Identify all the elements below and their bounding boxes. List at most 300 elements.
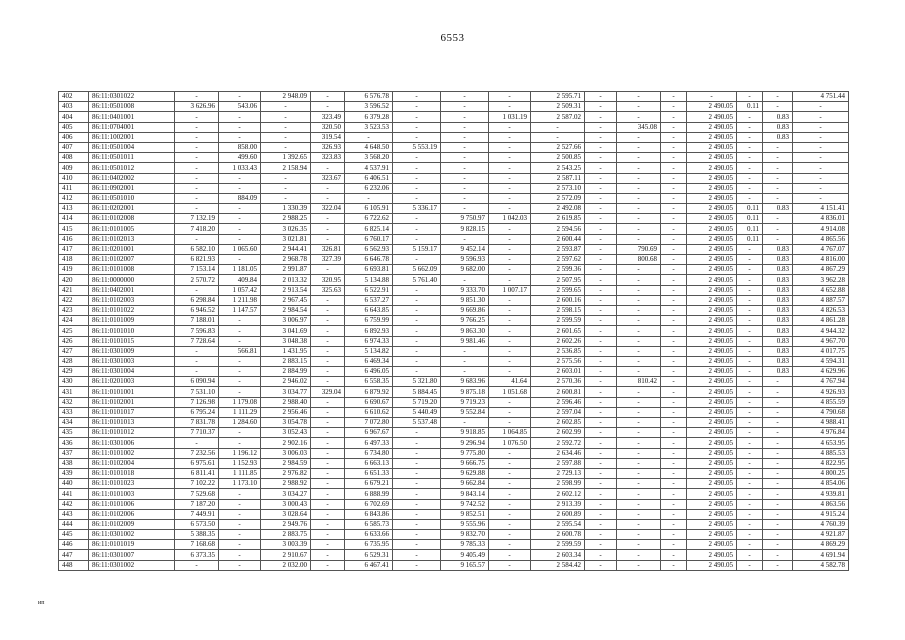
value-cell: 2 956.46 <box>261 407 311 417</box>
value-cell: 2 490.05 <box>687 326 737 336</box>
row-number-cell: 430 <box>59 377 89 387</box>
cadastral-number-cell: 86:11:0301002 <box>89 560 175 570</box>
value-cell: 3 054.78 <box>261 418 311 428</box>
value-cell: - <box>585 407 617 417</box>
value-cell: 9 683.96 <box>441 377 489 387</box>
value-cell: - <box>737 244 763 254</box>
value-cell: 2 572.09 <box>531 193 585 203</box>
row-number-cell: 444 <box>59 519 89 529</box>
value-cell: - <box>311 438 345 448</box>
value-cell: 6 825.14 <box>345 224 393 234</box>
page-number: 6553 <box>440 32 465 44</box>
value-cell: - <box>617 193 661 203</box>
value-cell: 2 032.00 <box>261 560 311 570</box>
value-cell: - <box>311 163 345 173</box>
value-cell: - <box>793 193 849 203</box>
value-cell: 6 105.91 <box>345 204 393 214</box>
value-cell: - <box>661 519 687 529</box>
value-cell: 2 013.32 <box>261 275 311 285</box>
value-cell: 2 490.05 <box>687 255 737 265</box>
value-cell: - <box>763 102 793 112</box>
value-cell: 2 603.34 <box>531 550 585 560</box>
value-cell: 6 582.10 <box>175 244 219 254</box>
value-cell: 0.83 <box>763 316 793 326</box>
table-body <box>59 92 849 571</box>
value-cell: 6 975.61 <box>175 458 219 468</box>
value-cell: - <box>661 255 687 265</box>
value-cell: - <box>617 102 661 112</box>
value-cell: - <box>219 214 261 224</box>
value-cell: 2 948.09 <box>261 92 311 102</box>
value-cell: 2 593.87 <box>531 244 585 254</box>
value-cell: - <box>219 356 261 366</box>
value-cell: - <box>219 377 261 387</box>
value-cell: 6 633.66 <box>345 530 393 540</box>
value-cell: - <box>617 560 661 570</box>
value-cell: - <box>737 336 763 346</box>
table-row <box>59 173 849 183</box>
table-row <box>59 193 849 203</box>
value-cell: - <box>617 468 661 478</box>
value-cell: 6 379.28 <box>345 112 393 122</box>
value-cell: 2 592.72 <box>531 438 585 448</box>
value-cell: - <box>311 519 345 529</box>
cadastral-number-cell: 86:11:0501010 <box>89 193 175 203</box>
value-cell: - <box>441 204 489 214</box>
row-number-cell: 405 <box>59 122 89 132</box>
cadastral-number-cell: 86:11:0101015 <box>89 336 175 346</box>
value-cell: - <box>617 418 661 428</box>
value-cell: 4 800.25 <box>793 468 849 478</box>
value-cell: 6 760.17 <box>345 234 393 244</box>
value-cell: - <box>763 407 793 417</box>
value-cell: - <box>441 418 489 428</box>
row-number-cell: 432 <box>59 397 89 407</box>
value-cell: - <box>737 387 763 397</box>
value-cell: - <box>737 153 763 163</box>
value-cell: - <box>311 326 345 336</box>
value-cell: 9 918.85 <box>441 428 489 438</box>
table-row <box>59 183 849 193</box>
value-cell: - <box>661 132 687 142</box>
value-cell: - <box>441 367 489 377</box>
value-cell: 5 440.49 <box>393 407 441 417</box>
value-cell: - <box>311 428 345 438</box>
value-cell: 2 595.71 <box>531 92 585 102</box>
value-cell: - <box>737 509 763 519</box>
value-cell: - <box>737 346 763 356</box>
row-number-cell: 427 <box>59 346 89 356</box>
value-cell: - <box>661 418 687 428</box>
cadastral-number-cell: 86:11:0101008 <box>89 265 175 275</box>
cadastral-number-cell: 86:11:0501004 <box>89 142 175 152</box>
value-cell: - <box>737 530 763 540</box>
value-cell: - <box>585 255 617 265</box>
value-cell: 790.69 <box>617 244 661 254</box>
cadastral-number-cell: 86:11:0402001 <box>89 285 175 295</box>
value-cell: 2 490.05 <box>687 550 737 560</box>
value-cell: - <box>489 530 531 540</box>
value-cell: 9 666.75 <box>441 458 489 468</box>
value-cell: 7 596.83 <box>175 326 219 336</box>
value-cell: 2 490.05 <box>687 234 737 244</box>
row-number-cell: 408 <box>59 153 89 163</box>
value-cell: 2 490.05 <box>687 560 737 570</box>
value-cell: - <box>585 112 617 122</box>
row-number-cell: 428 <box>59 356 89 366</box>
value-cell: 2 490.05 <box>687 509 737 519</box>
value-cell: - <box>617 407 661 417</box>
cadastral-number-cell: 86:11:0501008 <box>89 102 175 112</box>
value-cell: - <box>393 183 441 193</box>
table-row <box>59 112 849 122</box>
table-row <box>59 377 849 387</box>
value-cell: - <box>175 367 219 377</box>
table-row <box>59 244 849 254</box>
value-cell: 2 902.16 <box>261 438 311 448</box>
value-cell: 2 490.05 <box>687 540 737 550</box>
value-cell: 2 600.16 <box>531 295 585 305</box>
value-cell: - <box>175 285 219 295</box>
value-cell: - <box>617 346 661 356</box>
value-cell: 0.83 <box>763 285 793 295</box>
value-cell: - <box>585 153 617 163</box>
value-cell: - <box>737 142 763 152</box>
value-cell: - <box>441 92 489 102</box>
value-cell: 6 690.67 <box>345 397 393 407</box>
value-cell: - <box>175 560 219 570</box>
cadastral-number-cell: 86:11:0704001 <box>89 122 175 132</box>
value-cell: - <box>617 489 661 499</box>
table-row <box>59 499 849 509</box>
value-cell: - <box>737 326 763 336</box>
value-cell: 2 594.56 <box>531 224 585 234</box>
value-cell: - <box>441 275 489 285</box>
value-cell: - <box>345 132 393 142</box>
value-cell: 7 710.37 <box>175 428 219 438</box>
value-cell: - <box>585 102 617 112</box>
value-cell: 7 168.68 <box>175 540 219 550</box>
value-cell: - <box>585 489 617 499</box>
value-cell: - <box>737 499 763 509</box>
value-cell: - <box>311 540 345 550</box>
table-row <box>59 305 849 315</box>
value-cell: - <box>585 295 617 305</box>
value-cell: - <box>311 102 345 112</box>
value-cell: - <box>585 346 617 356</box>
value-cell: - <box>311 550 345 560</box>
value-cell: - <box>393 479 441 489</box>
value-cell: 7 153.14 <box>175 265 219 275</box>
value-cell: - <box>489 305 531 315</box>
value-cell: - <box>763 173 793 183</box>
value-cell: - <box>763 550 793 560</box>
value-cell: - <box>489 265 531 275</box>
value-cell: 5 761.40 <box>393 275 441 285</box>
row-number-cell: 422 <box>59 295 89 305</box>
value-cell: 2 619.85 <box>531 214 585 224</box>
value-cell: 4 653.95 <box>793 438 849 448</box>
value-cell: 2 490.05 <box>687 499 737 509</box>
value-cell: - <box>793 163 849 173</box>
value-cell: 6 722.62 <box>345 214 393 224</box>
row-number-cell: 406 <box>59 132 89 142</box>
value-cell: - <box>763 560 793 570</box>
value-cell: 5 321.80 <box>393 377 441 387</box>
value-cell: 9 981.46 <box>441 336 489 346</box>
row-number-cell: 407 <box>59 142 89 152</box>
value-cell: 2 946.02 <box>261 377 311 387</box>
value-cell: 9 863.30 <box>441 326 489 336</box>
table-row <box>59 255 849 265</box>
value-cell: 7 132.19 <box>175 214 219 224</box>
value-cell: 2 988.92 <box>261 479 311 489</box>
value-cell: - <box>793 132 849 142</box>
value-cell: - <box>763 153 793 163</box>
row-number-cell: 431 <box>59 387 89 397</box>
table-row <box>59 132 849 142</box>
value-cell: 4 915.24 <box>793 509 849 519</box>
cadastral-number-cell: 86:11:0101019 <box>89 540 175 550</box>
value-cell: 2 599.59 <box>531 540 585 550</box>
table-row <box>59 458 849 468</box>
value-cell: - <box>737 92 763 102</box>
value-cell: 2 988.25 <box>261 214 311 224</box>
value-cell: 9 766.25 <box>441 316 489 326</box>
value-cell: 5 662.09 <box>393 265 441 275</box>
value-cell: 0.83 <box>763 346 793 356</box>
value-cell: 6 967.67 <box>345 428 393 438</box>
value-cell: - <box>489 316 531 326</box>
row-number-cell: 423 <box>59 305 89 315</box>
value-cell: - <box>489 540 531 550</box>
value-cell: 2 910.67 <box>261 550 311 560</box>
value-cell: - <box>219 183 261 193</box>
value-cell: - <box>219 326 261 336</box>
value-cell: 4 887.57 <box>793 295 849 305</box>
value-cell: 9 629.88 <box>441 468 489 478</box>
value-cell: - <box>311 509 345 519</box>
value-cell: - <box>617 458 661 468</box>
value-cell: 5 134.88 <box>345 275 393 285</box>
cadastral-number-cell: 86:11:0301009 <box>89 346 175 356</box>
value-cell: - <box>617 397 661 407</box>
value-cell: - <box>737 285 763 295</box>
value-cell: - <box>489 479 531 489</box>
value-cell: 5 537.48 <box>393 418 441 428</box>
value-cell: 2 490.05 <box>687 479 737 489</box>
value-cell: - <box>661 509 687 519</box>
value-cell: - <box>661 387 687 397</box>
value-cell: - <box>617 285 661 295</box>
value-cell: - <box>763 92 793 102</box>
value-cell: - <box>441 173 489 183</box>
value-cell: - <box>219 560 261 570</box>
value-cell: - <box>763 214 793 224</box>
value-cell: - <box>261 122 311 132</box>
value-cell: 345.08 <box>617 122 661 132</box>
value-cell: - <box>661 183 687 193</box>
value-cell: - <box>617 173 661 183</box>
value-cell: 2 602.26 <box>531 336 585 346</box>
value-cell: - <box>175 142 219 152</box>
value-cell: - <box>737 193 763 203</box>
table-row <box>59 407 849 417</box>
row-number-cell: 411 <box>59 183 89 193</box>
value-cell: 2 492.08 <box>531 204 585 214</box>
value-cell: 6 573.50 <box>175 519 219 529</box>
value-cell: 2 500.85 <box>531 153 585 163</box>
value-cell: - <box>311 530 345 540</box>
value-cell: - <box>393 122 441 132</box>
row-number-cell: 446 <box>59 540 89 550</box>
value-cell: 6 974.33 <box>345 336 393 346</box>
value-cell: - <box>585 244 617 254</box>
value-cell: - <box>175 112 219 122</box>
value-cell: - <box>737 295 763 305</box>
value-cell: 3 034.27 <box>261 489 311 499</box>
value-cell: 2 490.05 <box>687 316 737 326</box>
value-cell: - <box>763 438 793 448</box>
value-cell: - <box>763 519 793 529</box>
cadastral-number-cell: 86:11:0101018 <box>89 468 175 478</box>
value-cell: 9 682.00 <box>441 265 489 275</box>
value-cell: 6 888.99 <box>345 489 393 499</box>
value-cell: 4 865.56 <box>793 234 849 244</box>
value-cell: - <box>763 387 793 397</box>
value-cell: - <box>585 132 617 142</box>
value-cell: - <box>617 142 661 152</box>
value-cell: - <box>219 336 261 346</box>
value-cell: - <box>489 183 531 193</box>
value-cell: - <box>585 224 617 234</box>
value-cell: - <box>617 295 661 305</box>
value-cell: 2 490.05 <box>687 295 737 305</box>
value-cell: - <box>219 519 261 529</box>
cadastral-number-cell: 86:11:0101009 <box>89 316 175 326</box>
value-cell: - <box>441 112 489 122</box>
value-cell: - <box>661 265 687 275</box>
value-cell: 2 913.39 <box>531 499 585 509</box>
table-row <box>59 367 849 377</box>
value-cell: 2 490.05 <box>687 244 737 254</box>
table-row <box>59 438 849 448</box>
value-cell: - <box>261 183 311 193</box>
value-cell: 320.95 <box>311 275 345 285</box>
value-cell: - <box>763 397 793 407</box>
value-cell: 2 490.05 <box>687 458 737 468</box>
row-number-cell: 440 <box>59 479 89 489</box>
value-cell: - <box>489 560 531 570</box>
cadastral-number-cell: 86:11:0102006 <box>89 509 175 519</box>
value-cell: - <box>393 326 441 336</box>
row-number-cell: 417 <box>59 244 89 254</box>
value-cell: 2 584.42 <box>531 560 585 570</box>
value-cell: 4 921.87 <box>793 530 849 540</box>
value-cell: 5 134.82 <box>345 346 393 356</box>
value-cell: 3 026.35 <box>261 224 311 234</box>
value-cell: - <box>661 479 687 489</box>
value-cell: - <box>661 356 687 366</box>
cadastral-number-cell: 86:11:0102004 <box>89 458 175 468</box>
value-cell: - <box>661 540 687 550</box>
value-cell: 3 006.97 <box>261 316 311 326</box>
value-cell: - <box>585 234 617 244</box>
value-cell: 3 000.43 <box>261 499 311 509</box>
row-number-cell: 434 <box>59 418 89 428</box>
value-cell: - <box>531 122 585 132</box>
value-cell: - <box>763 163 793 173</box>
value-cell: - <box>661 448 687 458</box>
value-cell: 2 597.62 <box>531 255 585 265</box>
row-number-cell: 429 <box>59 367 89 377</box>
row-number-cell: 409 <box>59 163 89 173</box>
value-cell: - <box>737 265 763 275</box>
value-cell: 4 767.07 <box>793 244 849 254</box>
value-cell: - <box>489 489 531 499</box>
value-cell: - <box>393 102 441 112</box>
value-cell: 566.81 <box>219 346 261 356</box>
value-cell: 2 490.05 <box>687 132 737 142</box>
value-cell: - <box>661 560 687 570</box>
value-cell: 1 330.39 <box>261 204 311 214</box>
value-cell: 2 596.46 <box>531 397 585 407</box>
value-cell: - <box>617 92 661 102</box>
value-cell: - <box>617 132 661 142</box>
value-cell: 4 652.88 <box>793 285 849 295</box>
value-cell: - <box>793 153 849 163</box>
value-cell: 3 034.77 <box>261 387 311 397</box>
value-cell: - <box>763 479 793 489</box>
value-cell: 3 048.38 <box>261 336 311 346</box>
value-cell: 0.83 <box>763 122 793 132</box>
value-cell: - <box>687 92 737 102</box>
cadastral-number-cell: 86:11:0301003 <box>89 356 175 366</box>
table-row <box>59 448 849 458</box>
row-number-cell: 424 <box>59 316 89 326</box>
row-number-cell: 414 <box>59 214 89 224</box>
value-cell: 2 490.05 <box>687 407 737 417</box>
value-cell: 2 599.59 <box>531 316 585 326</box>
data-table-container <box>58 91 848 571</box>
value-cell: 2 490.05 <box>687 285 737 295</box>
table-row <box>59 214 849 224</box>
value-cell: - <box>661 316 687 326</box>
value-cell: - <box>585 142 617 152</box>
value-cell: 6 879.92 <box>345 387 393 397</box>
value-cell: - <box>311 224 345 234</box>
value-cell: 9 405.49 <box>441 550 489 560</box>
value-cell: 326.93 <box>311 142 345 152</box>
value-cell: - <box>489 499 531 509</box>
value-cell: - <box>441 346 489 356</box>
value-cell: 2 490.05 <box>687 346 737 356</box>
row-number-cell: 443 <box>59 509 89 519</box>
value-cell: - <box>393 132 441 142</box>
value-cell: - <box>393 550 441 560</box>
value-cell: - <box>737 356 763 366</box>
value-cell: 1 147.57 <box>219 305 261 315</box>
value-cell: 2 602.99 <box>531 428 585 438</box>
value-cell: 6 735.95 <box>345 540 393 550</box>
value-cell: 4 861.28 <box>793 316 849 326</box>
table-row <box>59 479 849 489</box>
value-cell: 1 042.03 <box>489 214 531 224</box>
value-cell: - <box>489 142 531 152</box>
value-cell: - <box>585 428 617 438</box>
value-cell: 2 490.05 <box>687 193 737 203</box>
value-cell: 810.42 <box>617 377 661 387</box>
